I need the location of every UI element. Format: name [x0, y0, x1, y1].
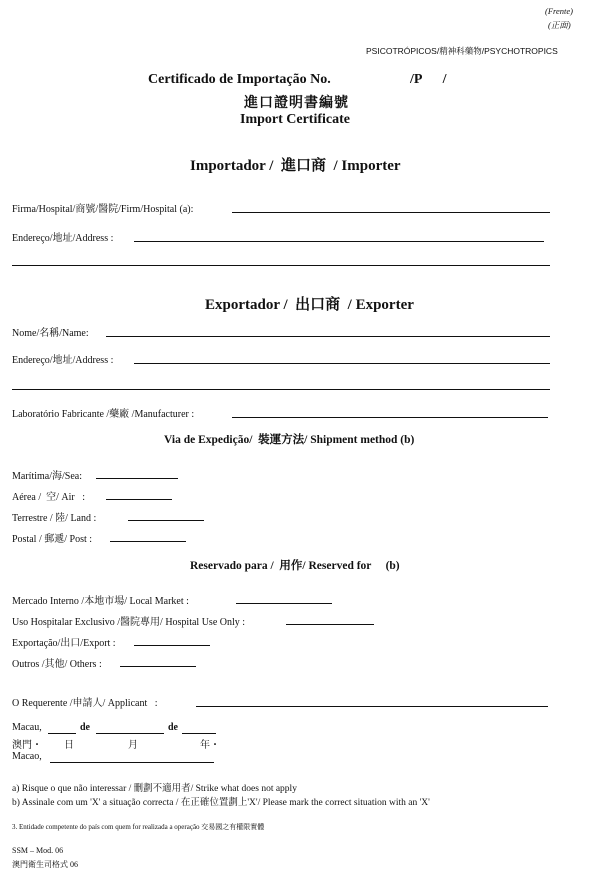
date-de-1: de — [80, 722, 90, 733]
date-macau: Macau, — [12, 722, 42, 733]
date-zh-month: 月 — [128, 740, 138, 751]
exporter-address-line[interactable] — [134, 363, 550, 364]
firm-label: Firma/Hospital/商號/醫院/Firm/Hospital (a): — [12, 204, 194, 215]
date-year-line[interactable] — [182, 733, 216, 734]
shipment-post-label: Postal / 郵遞/ Post : — [12, 534, 93, 545]
date-place-line[interactable] — [50, 762, 214, 763]
reserved-heading: Reservado para / 用作/ Reserved for (b) — [190, 560, 400, 572]
note-c: 3. Entidade competente do país com quem for realizada a operação 交易國之有權限實體 — [12, 823, 265, 831]
frente-label: (Frente) — [545, 6, 574, 16]
exporter-address-line-2[interactable] — [12, 389, 550, 390]
reserved-others-line[interactable] — [120, 666, 196, 667]
date-day-line[interactable] — [48, 733, 76, 734]
shipment-post-line[interactable] — [110, 541, 186, 542]
reserved-export-line[interactable] — [134, 645, 210, 646]
exporter-heading: Exportador / 出口商 / Exporter — [205, 297, 414, 313]
exporter-name-label: Nome/名稱/Name: — [12, 328, 89, 339]
category-label: PSICOTRÓPICOS/精神科藥物/PSYCHOTROPICS — [366, 46, 558, 56]
date-zh-city: 澳門・ — [12, 740, 42, 751]
date-zh-day: 日 — [64, 740, 74, 751]
date-macao: Macao, — [12, 751, 42, 762]
firm-input-line[interactable] — [232, 212, 550, 213]
shipment-air-line[interactable] — [106, 499, 172, 500]
reserved-local-line[interactable] — [236, 603, 332, 604]
title-pt: Certificado de Importação No. — [148, 72, 331, 87]
title-zh: 進口證明書編號 — [244, 96, 349, 111]
manufacturer-label: Laboratório Fabricante /藥廠 /Manufacturer : — [12, 409, 195, 420]
reserved-export-label: Exportação/出口/Export : — [12, 638, 116, 649]
importer-address-label: Endereço/地址/Address : — [12, 233, 114, 244]
title-suffix: /P / — [410, 72, 447, 87]
date-month-line[interactable] — [96, 733, 164, 734]
title-en: Import Certificate — [240, 112, 351, 127]
shipment-sea-label: Marítima/海/Sea: — [12, 471, 82, 482]
manufacturer-line[interactable] — [232, 417, 548, 418]
shipment-air-label: Aérea / 空/ Air : — [12, 492, 86, 503]
reserved-others-label: Outros /其他/ Others : — [12, 659, 102, 670]
shipment-sea-line[interactable] — [96, 478, 178, 479]
shipment-heading: Via de Expedição/ 裝運方法/ Shipment method (b) — [164, 434, 415, 446]
form-code-zh: 澳門衛生司格式 06 — [12, 860, 78, 869]
importer-heading: Importador / 進口商 / Importer — [190, 158, 401, 174]
importer-address-line-2[interactable] — [12, 265, 550, 266]
note-a: a) Risque o que não interessar / 刪劃不適用者/ Strike what does not apply — [12, 784, 297, 794]
note-b: b) Assinale com um 'X' a situação correcta / 在正確位置劃上'X'/ Please mark the correct situation with an 'X' — [12, 798, 430, 808]
shipment-land-label: Terrestre / 陸/ Land : — [12, 513, 97, 524]
frente-zh-label: (正面) — [548, 20, 571, 30]
date-zh-year: 年・ — [200, 740, 220, 751]
date-de-2: de — [168, 722, 178, 733]
shipment-land-line[interactable] — [128, 520, 204, 521]
form-code: SSM – Mod. 06 — [12, 846, 64, 855]
exporter-address-label: Endereço/地址/Address : — [12, 355, 114, 366]
importer-address-line[interactable] — [134, 241, 544, 242]
exporter-name-line[interactable] — [106, 336, 550, 337]
reserved-local-label: Mercado Interno /本地市場/ Local Market : — [12, 596, 189, 607]
applicant-label: O Requerente /申請人/ Applicant : — [12, 698, 158, 709]
applicant-line[interactable] — [196, 706, 548, 707]
reserved-hospital-line[interactable] — [286, 624, 374, 625]
reserved-hospital-label: Uso Hospitalar Exclusivo /醫院專用/ Hospital Use Only : — [12, 617, 246, 628]
